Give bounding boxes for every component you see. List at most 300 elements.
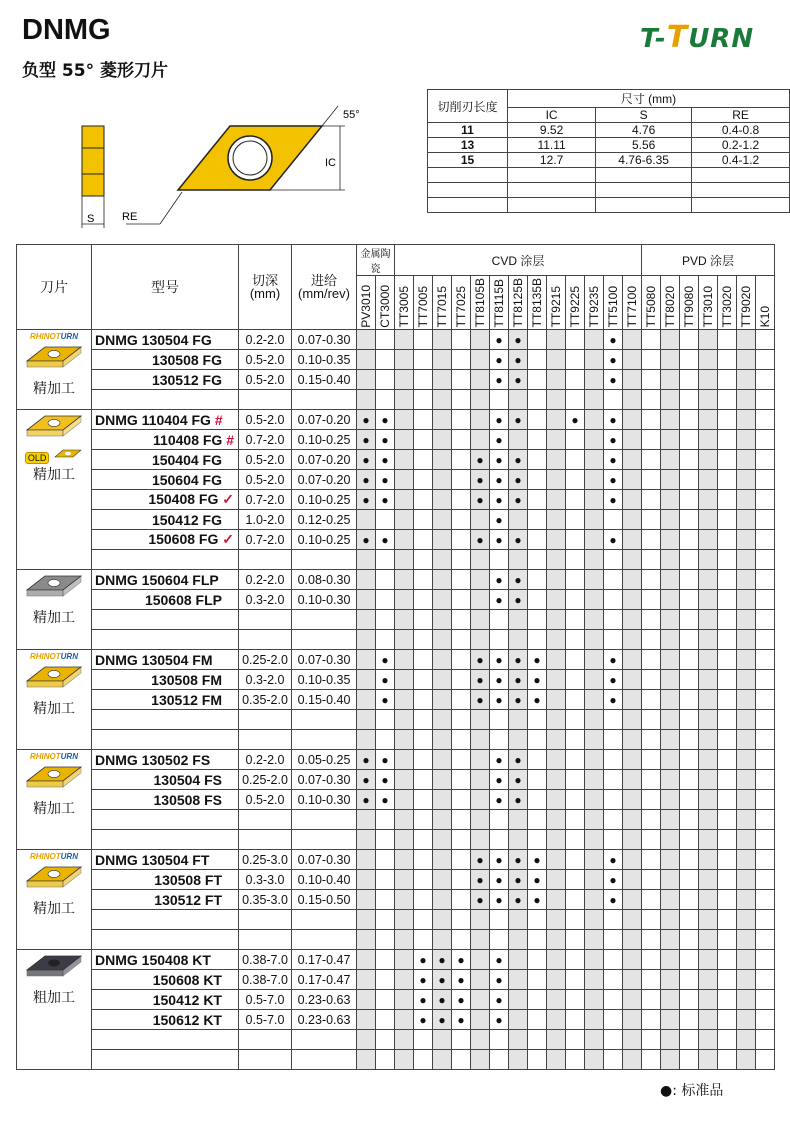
grade-availability-cell bbox=[357, 630, 376, 650]
feed-cell: 0.10-0.35 bbox=[292, 670, 357, 690]
feed-cell: 0.10-0.25 bbox=[292, 430, 357, 450]
grade-availability-cell bbox=[642, 530, 661, 550]
grade-availability-cell bbox=[566, 990, 585, 1010]
grade-availability-cell bbox=[547, 630, 566, 650]
machining-category: 精加工 bbox=[33, 901, 75, 918]
grade-header bbox=[471, 276, 490, 330]
grade-availability-cell: ● bbox=[376, 450, 395, 470]
grade-availability-cell: ● bbox=[528, 690, 547, 710]
grade-availability-cell bbox=[623, 890, 642, 910]
grade-availability-cell bbox=[604, 910, 623, 930]
grade-availability-cell bbox=[623, 430, 642, 450]
grade-availability-cell bbox=[509, 430, 528, 450]
table-row bbox=[17, 990, 775, 1010]
grade-availability-cell bbox=[661, 910, 680, 930]
grade-header bbox=[566, 276, 585, 330]
grade-label: TT8105B bbox=[473, 278, 487, 328]
grade-availability-cell bbox=[452, 670, 471, 690]
grade-availability-cell bbox=[395, 730, 414, 750]
model-cell bbox=[92, 350, 239, 370]
grade-availability-cell bbox=[623, 870, 642, 890]
grade-availability-cell bbox=[699, 710, 718, 730]
model-cell bbox=[92, 570, 239, 590]
grade-availability-cell bbox=[395, 790, 414, 810]
grade-availability-cell bbox=[661, 1030, 680, 1050]
grade-availability-cell bbox=[566, 370, 585, 390]
grade-availability-cell bbox=[528, 510, 547, 530]
grade-availability-cell: ● bbox=[376, 490, 395, 510]
machining-category: 精加工 bbox=[33, 610, 75, 627]
doc-cell: 0.5-2.0 bbox=[239, 790, 292, 810]
doc-cell: 0.5-2.0 bbox=[239, 350, 292, 370]
model-cell bbox=[92, 730, 239, 750]
dims-cell bbox=[428, 168, 508, 183]
grade-availability-cell bbox=[680, 390, 699, 410]
grade-availability-cell: ● bbox=[490, 330, 509, 350]
grade-availability-cell bbox=[604, 930, 623, 950]
grade-availability-cell bbox=[604, 730, 623, 750]
grade-availability-cell bbox=[661, 430, 680, 450]
s-label: S bbox=[87, 213, 95, 225]
feed-cell bbox=[292, 1050, 357, 1070]
grade-availability-cell: ● bbox=[471, 670, 490, 690]
doc-cell bbox=[239, 390, 292, 410]
grade-availability-cell bbox=[547, 670, 566, 690]
table-row bbox=[17, 1010, 775, 1030]
grade-availability-cell bbox=[737, 990, 756, 1010]
grade-availability-cell bbox=[737, 790, 756, 810]
grade-availability-cell bbox=[452, 570, 471, 590]
grade-availability-cell bbox=[357, 650, 376, 670]
grade-availability-cell: ● bbox=[490, 430, 509, 450]
model-cell bbox=[92, 470, 239, 490]
grade-availability-cell: ● bbox=[490, 490, 509, 510]
grade-availability-cell bbox=[414, 430, 433, 450]
grade-availability-cell: ● bbox=[604, 690, 623, 710]
grade-availability-cell bbox=[433, 590, 452, 610]
model-cell bbox=[92, 990, 239, 1010]
grade-availability-cell bbox=[623, 950, 642, 970]
feed-cell: 0.05-0.25 bbox=[292, 750, 357, 770]
grade-availability-cell bbox=[642, 1010, 661, 1030]
grade-availability-cell bbox=[395, 750, 414, 770]
grade-availability-cell bbox=[566, 790, 585, 810]
grade-availability-cell bbox=[566, 1010, 585, 1030]
grade-availability-cell bbox=[756, 1050, 775, 1070]
dims-cell: 4.76-6.35 bbox=[596, 153, 692, 168]
grade-availability-cell bbox=[414, 770, 433, 790]
grade-availability-cell bbox=[737, 1030, 756, 1050]
grade-availability-cell bbox=[699, 750, 718, 770]
grade-availability-cell bbox=[756, 610, 775, 630]
table-row bbox=[17, 730, 775, 750]
grade-availability-cell bbox=[395, 850, 414, 870]
insert-image-cell bbox=[17, 850, 92, 950]
grade-availability-cell bbox=[433, 330, 452, 350]
grade-availability-cell bbox=[756, 530, 775, 550]
grade-header bbox=[718, 276, 737, 330]
machining-category: 精加工 bbox=[33, 381, 75, 398]
feed-cell: 0.10-0.35 bbox=[292, 350, 357, 370]
grade-availability-cell bbox=[357, 590, 376, 610]
grade-header bbox=[528, 276, 547, 330]
grade-availability-cell bbox=[452, 630, 471, 650]
doc-cell: 0.25-2.0 bbox=[239, 650, 292, 670]
grade-availability-cell bbox=[490, 730, 509, 750]
grade-availability-cell bbox=[471, 330, 490, 350]
grade-availability-cell bbox=[718, 350, 737, 370]
doc-cell: 0.2-2.0 bbox=[239, 330, 292, 350]
grade-availability-cell: ● bbox=[357, 490, 376, 510]
grade-availability-cell bbox=[433, 670, 452, 690]
table-row bbox=[17, 550, 775, 570]
table-row bbox=[17, 890, 775, 910]
grade-label: TT8125B bbox=[511, 278, 525, 328]
grade-availability-cell bbox=[604, 550, 623, 570]
doc-cell: 0.5-7.0 bbox=[239, 1010, 292, 1030]
grade-label: TT9225 bbox=[568, 286, 582, 328]
grade-availability-cell: ● bbox=[566, 410, 585, 430]
grade-header bbox=[395, 276, 414, 330]
grade-availability-cell bbox=[604, 790, 623, 810]
table-row bbox=[17, 430, 775, 450]
grade-availability-cell bbox=[433, 610, 452, 630]
grade-availability-cell bbox=[680, 670, 699, 690]
grade-availability-cell bbox=[699, 510, 718, 530]
grade-availability-cell bbox=[376, 390, 395, 410]
grade-availability-cell: ● bbox=[509, 670, 528, 690]
grade-availability-cell bbox=[699, 1030, 718, 1050]
grade-availability-cell bbox=[737, 370, 756, 390]
grade-availability-cell bbox=[357, 810, 376, 830]
grade-availability-cell bbox=[376, 610, 395, 630]
grade-availability-cell bbox=[509, 950, 528, 970]
grade-availability-cell bbox=[699, 670, 718, 690]
grade-availability-cell bbox=[395, 1010, 414, 1030]
grade-availability-cell bbox=[433, 530, 452, 550]
grade-availability-cell bbox=[585, 770, 604, 790]
grade-availability-cell bbox=[623, 390, 642, 410]
grade-availability-cell bbox=[661, 570, 680, 590]
grade-availability-cell bbox=[471, 990, 490, 1010]
grade-availability-cell bbox=[585, 810, 604, 830]
grade-availability-cell bbox=[642, 330, 661, 350]
grade-header bbox=[661, 276, 680, 330]
grade-availability-cell bbox=[528, 330, 547, 350]
grade-availability-cell bbox=[528, 990, 547, 1010]
grade-availability-cell bbox=[414, 730, 433, 750]
grade-availability-cell bbox=[433, 710, 452, 730]
grade-availability-cell bbox=[528, 550, 547, 570]
grade-availability-cell bbox=[737, 1010, 756, 1030]
logo-text-b: T bbox=[666, 20, 689, 55]
table-row bbox=[17, 370, 775, 390]
grade-availability-cell bbox=[718, 950, 737, 970]
grade-availability-cell bbox=[661, 650, 680, 670]
grade-availability-cell bbox=[471, 410, 490, 430]
grade-availability-cell bbox=[737, 770, 756, 790]
grade-availability-cell bbox=[623, 770, 642, 790]
grade-availability-cell: ● bbox=[528, 850, 547, 870]
dims-row bbox=[428, 168, 790, 183]
model-cell bbox=[92, 750, 239, 770]
grade-availability-cell bbox=[566, 950, 585, 970]
grade-label: TT9020 bbox=[739, 286, 753, 328]
grade-availability-cell bbox=[566, 350, 585, 370]
grade-availability-cell: ● bbox=[471, 490, 490, 510]
feed-cell: 0.17-0.47 bbox=[292, 970, 357, 990]
grade-availability-cell bbox=[547, 690, 566, 710]
grade-availability-cell bbox=[528, 450, 547, 470]
grade-availability-cell bbox=[395, 390, 414, 410]
table-row bbox=[17, 530, 775, 550]
grade-availability-cell bbox=[528, 570, 547, 590]
grade-availability-cell bbox=[680, 850, 699, 870]
model-cell bbox=[92, 330, 239, 350]
grade-availability-cell bbox=[528, 950, 547, 970]
grade-availability-cell bbox=[718, 810, 737, 830]
grade-availability-cell: ● bbox=[376, 530, 395, 550]
feed-cell: 0.10-0.25 bbox=[292, 490, 357, 510]
angle-label: 55° bbox=[343, 109, 360, 121]
grade-label: TT3020 bbox=[720, 286, 734, 328]
grade-availability-cell bbox=[490, 390, 509, 410]
grade-availability-cell bbox=[566, 930, 585, 950]
grade-availability-cell bbox=[661, 690, 680, 710]
grade-availability-cell bbox=[623, 710, 642, 730]
grade-availability-cell bbox=[718, 410, 737, 430]
grade-availability-cell: ● bbox=[509, 490, 528, 510]
model-cell bbox=[92, 630, 239, 650]
grade-availability-cell bbox=[642, 450, 661, 470]
grade-availability-cell bbox=[718, 750, 737, 770]
model-cell bbox=[92, 970, 239, 990]
grade-availability-cell bbox=[642, 1030, 661, 1050]
grade-availability-cell bbox=[585, 650, 604, 670]
grade-availability-cell: ● bbox=[490, 990, 509, 1010]
feed-cell: 0.23-0.63 bbox=[292, 1010, 357, 1030]
grade-availability-cell bbox=[433, 850, 452, 870]
dims-cell: 15 bbox=[428, 153, 508, 168]
grade-availability-cell bbox=[661, 970, 680, 990]
grade-header bbox=[452, 276, 471, 330]
grade-availability-cell bbox=[680, 490, 699, 510]
grade-availability-cell bbox=[623, 1010, 642, 1030]
grade-availability-cell bbox=[471, 390, 490, 410]
grade-availability-cell bbox=[585, 890, 604, 910]
grade-availability-cell bbox=[585, 490, 604, 510]
grade-availability-cell bbox=[680, 710, 699, 730]
grade-label: TT7005 bbox=[416, 286, 430, 328]
grade-availability-cell bbox=[471, 930, 490, 950]
grade-availability-cell bbox=[718, 910, 737, 930]
grade-availability-cell bbox=[566, 730, 585, 750]
grade-availability-cell bbox=[756, 390, 775, 410]
grade-availability-cell bbox=[547, 810, 566, 830]
grade-availability-cell bbox=[661, 350, 680, 370]
grade-availability-cell bbox=[756, 510, 775, 530]
table-row bbox=[17, 450, 775, 470]
grade-availability-cell bbox=[756, 870, 775, 890]
grade-availability-cell bbox=[547, 430, 566, 450]
grade-availability-cell bbox=[680, 450, 699, 470]
grade-availability-cell bbox=[452, 710, 471, 730]
grade-availability-cell bbox=[452, 430, 471, 450]
grade-availability-cell bbox=[680, 550, 699, 570]
grade-availability-cell bbox=[642, 550, 661, 570]
dims-row bbox=[428, 138, 790, 153]
model-header: 型号 bbox=[92, 245, 239, 330]
grade-availability-cell bbox=[737, 850, 756, 870]
grade-availability-cell bbox=[737, 650, 756, 670]
grade-availability-cell bbox=[414, 650, 433, 670]
table-row bbox=[17, 670, 775, 690]
grade-availability-cell bbox=[604, 770, 623, 790]
grade-availability-cell bbox=[737, 750, 756, 770]
grade-availability-cell: ● bbox=[509, 850, 528, 870]
grade-availability-cell: ● bbox=[509, 370, 528, 390]
grade-availability-cell bbox=[699, 970, 718, 990]
grade-availability-cell: ● bbox=[357, 530, 376, 550]
grade-availability-cell: ● bbox=[433, 970, 452, 990]
grade-availability-cell bbox=[623, 1030, 642, 1050]
grade-availability-cell: ● bbox=[604, 870, 623, 890]
grade-availability-cell bbox=[509, 610, 528, 630]
grade-availability-cell bbox=[756, 830, 775, 850]
grade-availability-cell bbox=[737, 830, 756, 850]
grade-availability-cell: ● bbox=[604, 850, 623, 870]
dims-cell: 0.4-0.8 bbox=[692, 123, 790, 138]
grade-availability-cell bbox=[661, 550, 680, 570]
model-code: 130512 FT bbox=[154, 891, 222, 908]
grade-availability-cell bbox=[699, 470, 718, 490]
grade-availability-cell bbox=[509, 970, 528, 990]
grade-availability-cell bbox=[756, 330, 775, 350]
grade-availability-cell bbox=[604, 950, 623, 970]
model-cell bbox=[92, 650, 239, 670]
grade-availability-cell bbox=[623, 350, 642, 370]
grade-availability-cell bbox=[528, 630, 547, 650]
grade-availability-cell bbox=[623, 790, 642, 810]
grade-availability-cell bbox=[452, 1050, 471, 1070]
grade-availability-cell bbox=[642, 470, 661, 490]
grade-availability-cell: ● bbox=[490, 470, 509, 490]
grade-availability-cell bbox=[718, 590, 737, 610]
model-code: 130504 FG bbox=[141, 331, 212, 348]
model-mark: ✓ bbox=[222, 491, 234, 508]
grade-availability-cell bbox=[661, 1010, 680, 1030]
grade-availability-cell bbox=[642, 770, 661, 790]
grade-availability-cell bbox=[376, 850, 395, 870]
grade-availability-cell bbox=[433, 350, 452, 370]
grade-availability-cell bbox=[623, 550, 642, 570]
doc-cell bbox=[239, 630, 292, 650]
grade-availability-cell bbox=[566, 610, 585, 630]
model-prefix: DNMG bbox=[95, 751, 142, 768]
grade-availability-cell bbox=[623, 930, 642, 950]
model-prefix: DNMG bbox=[95, 951, 142, 968]
grade-availability-cell bbox=[756, 650, 775, 670]
table-row bbox=[17, 390, 775, 410]
grade-availability-cell bbox=[604, 590, 623, 610]
grade-availability-cell: ● bbox=[509, 750, 528, 770]
grade-availability-cell bbox=[395, 490, 414, 510]
grade-availability-cell bbox=[566, 750, 585, 770]
grade-availability-cell bbox=[680, 570, 699, 590]
grade-availability-cell bbox=[756, 930, 775, 950]
insert-icon bbox=[17, 761, 91, 798]
grade-availability-cell bbox=[471, 1030, 490, 1050]
doc-cell bbox=[239, 1030, 292, 1050]
grade-availability-cell bbox=[566, 810, 585, 830]
grade-availability-cell bbox=[661, 850, 680, 870]
grade-availability-cell bbox=[395, 810, 414, 830]
grade-availability-cell bbox=[566, 450, 585, 470]
grade-availability-cell bbox=[642, 490, 661, 510]
table-row bbox=[17, 630, 775, 650]
grade-availability-cell bbox=[357, 990, 376, 1010]
grade-availability-cell bbox=[699, 1010, 718, 1030]
grade-availability-cell bbox=[737, 570, 756, 590]
grade-availability-cell: ● bbox=[452, 1010, 471, 1030]
grade-availability-cell bbox=[509, 930, 528, 950]
grade-availability-cell bbox=[376, 710, 395, 730]
grade-availability-cell: ● bbox=[490, 970, 509, 990]
grade-availability-cell bbox=[471, 610, 490, 630]
grade-availability-cell bbox=[357, 850, 376, 870]
grade-header bbox=[433, 276, 452, 330]
grade-availability-cell: ● bbox=[471, 850, 490, 870]
grade-availability-cell bbox=[395, 530, 414, 550]
grade-availability-cell bbox=[433, 450, 452, 470]
side-view bbox=[82, 126, 104, 228]
table-row bbox=[17, 830, 775, 850]
logo-text-c: URN bbox=[688, 24, 755, 54]
grade-availability-cell bbox=[395, 1050, 414, 1070]
grade-availability-cell bbox=[547, 1030, 566, 1050]
grade-availability-cell bbox=[490, 910, 509, 930]
grade-availability-cell bbox=[756, 810, 775, 830]
grade-availability-cell bbox=[718, 870, 737, 890]
grade-availability-cell bbox=[471, 1010, 490, 1030]
grade-availability-cell bbox=[433, 890, 452, 910]
grade-availability-cell bbox=[566, 1050, 585, 1070]
grade-availability-cell bbox=[376, 550, 395, 570]
rhino-turn-logo: RHINOTURN bbox=[29, 652, 78, 662]
model-cell bbox=[92, 770, 239, 790]
grade-availability-cell bbox=[452, 1030, 471, 1050]
doc-cell: 0.2-2.0 bbox=[239, 750, 292, 770]
grade-availability-cell bbox=[471, 570, 490, 590]
legend: ●: 标准品 bbox=[660, 1083, 724, 1099]
model-code: 130512 FG bbox=[151, 371, 222, 388]
grade-availability-cell: ● bbox=[490, 570, 509, 590]
doc-cell: 0.5-2.0 bbox=[239, 450, 292, 470]
grade-availability-cell bbox=[433, 1050, 452, 1070]
grade-availability-cell bbox=[509, 550, 528, 570]
grade-availability-cell: ● bbox=[604, 530, 623, 550]
grade-availability-cell bbox=[395, 370, 414, 390]
grade-header bbox=[414, 276, 433, 330]
grade-availability-cell bbox=[642, 390, 661, 410]
grade-availability-cell bbox=[680, 930, 699, 950]
grade-availability-cell bbox=[661, 990, 680, 1010]
doc-cell: 0.5-2.0 bbox=[239, 410, 292, 430]
grade-availability-cell bbox=[718, 850, 737, 870]
model-prefix: DNMG bbox=[95, 331, 142, 348]
feed-cell: 0.15-0.50 bbox=[292, 890, 357, 910]
grade-availability-cell bbox=[699, 990, 718, 1010]
